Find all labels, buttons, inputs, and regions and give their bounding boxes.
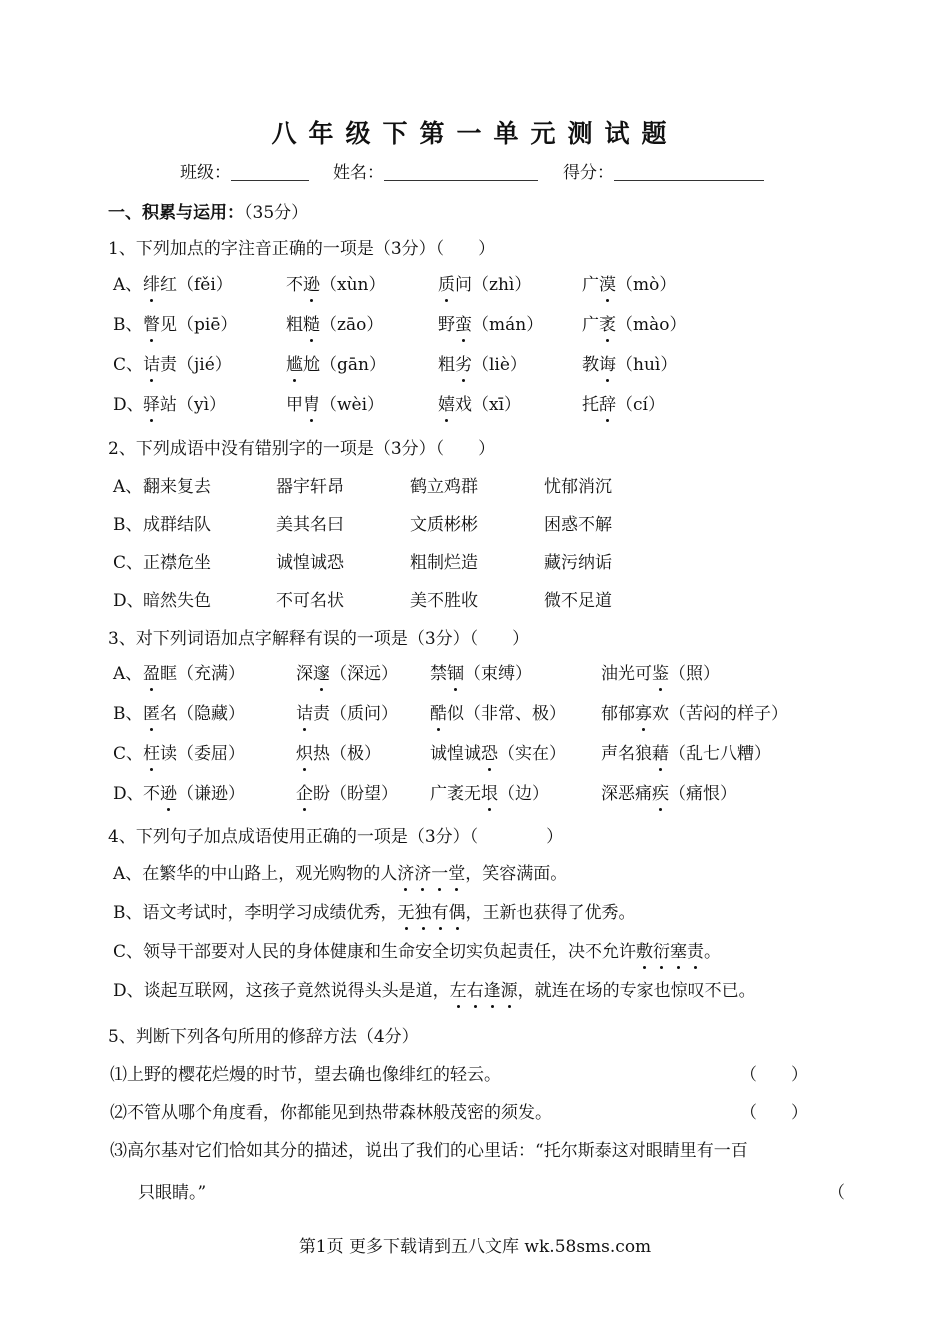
item-segment: （深远）: [330, 664, 398, 684]
item-segment: [430, 704, 447, 724]
q1-option-item: [143, 270, 233, 295]
q3-option-item: [296, 699, 398, 724]
name-blank[interactable]: [384, 164, 538, 181]
q3-option-item: [296, 779, 398, 804]
item-segment: 戏（xī）: [455, 395, 522, 415]
item-segment: [296, 704, 313, 724]
q1-option-letter: A、: [113, 275, 143, 295]
item-segment: 粗: [438, 355, 455, 375]
item-segment: （liè）: [472, 355, 527, 375]
item-segment: 眶（充满）: [160, 664, 245, 684]
dotted-char: 有: [431, 903, 449, 923]
item-segment: （xùn）: [320, 275, 386, 295]
dotted-char: 塞: [670, 942, 688, 962]
dotted-char: 胄: [303, 395, 320, 415]
q4-option: [113, 898, 636, 923]
dotted-char: 邃: [313, 664, 330, 684]
item-segment: [599, 395, 616, 415]
q2-option-item: 正襟危坐: [143, 553, 211, 573]
q5-answer-1[interactable]: （ ）: [740, 1065, 808, 1085]
q2-option-letter: D、: [113, 591, 144, 611]
q2-option-item: 翻来复去: [143, 477, 211, 497]
q3-option-item: [430, 739, 566, 764]
item-segment: （mào）: [616, 315, 687, 335]
item-segment: 托: [582, 395, 599, 415]
item-segment: ，就连在场的专家也惊叹不已。: [517, 981, 756, 1001]
q1-option-item: [438, 270, 531, 295]
item-segment: 。: [704, 942, 722, 962]
item-segment: [143, 664, 160, 684]
q2-option-item: 文质彬彬: [410, 515, 478, 535]
item-segment: [303, 315, 320, 335]
q1-option-item: [143, 310, 237, 335]
q1-option-item: [286, 270, 386, 295]
q1-option-item: [582, 390, 665, 415]
item-segment: [447, 664, 464, 684]
name-field: [333, 158, 538, 183]
q1-option-item: [286, 350, 386, 375]
q3-option-item: [296, 659, 398, 684]
dotted-char: 锢: [447, 664, 464, 684]
item-segment: 深: [296, 664, 313, 684]
dotted-char: 逊: [160, 784, 177, 804]
q2-option-item: 鹤立鸡群: [410, 477, 478, 497]
q4-option: [113, 937, 721, 962]
section-heading: [108, 198, 308, 223]
item-segment: D、谈起互联网，这孩子竟然说得头头是道，: [113, 981, 450, 1001]
q1-option-item: [143, 350, 232, 375]
dotted-char: 驿: [143, 395, 160, 415]
q3-option-item: [143, 779, 245, 804]
dotted-char: 逊: [303, 275, 320, 295]
class-blank[interactable]: [231, 164, 309, 181]
q2-option-item: 美其名曰: [276, 515, 344, 535]
item-segment: [599, 315, 616, 335]
dotted-char: 鉴: [652, 664, 669, 684]
dotted-char: 济: [414, 864, 432, 884]
q4-option: [113, 976, 756, 1001]
item-segment: 问（zhì）: [455, 275, 532, 295]
dotted-char: 诲: [599, 355, 616, 375]
item-segment: 责（jié）: [160, 355, 232, 375]
q5-stem: 5、判断下列各句所用的修辞方法（4分）: [108, 1027, 419, 1047]
score-label: 得分：: [563, 163, 614, 183]
q2-option-item: 诚惶诚恐: [276, 553, 344, 573]
item-segment: 站（yì）: [160, 395, 227, 415]
dotted-char: 企: [296, 784, 313, 804]
dotted-char: 辞: [599, 395, 616, 415]
item-segment: （乱七八糟）: [669, 744, 771, 764]
q2-option-item: 成群结队: [143, 515, 211, 535]
dotted-char: 袤: [599, 315, 616, 335]
item-segment: （痛恨）: [669, 784, 737, 804]
item-segment: 粗: [286, 315, 303, 335]
section-points: （35分）: [244, 203, 309, 223]
q5-item-3-cont: 只眼睛。”: [138, 1183, 207, 1203]
dotted-char: 藉: [652, 744, 669, 764]
item-segment: 野: [438, 315, 455, 335]
item-segment: （实在）: [498, 744, 566, 764]
dotted-char: 绯: [143, 275, 160, 295]
q1-stem: 1、下列加点的字注音正确的一项是（3分）（ ）: [108, 239, 496, 259]
item-segment: 责（质问）: [313, 704, 398, 724]
section-heading-text: 一、积累与运用：: [108, 203, 244, 223]
dotted-char: 源: [500, 981, 518, 1001]
item-segment: 不: [143, 784, 160, 804]
q2-option-letter: B、: [113, 515, 143, 535]
q2-option-item: 暗然失色: [143, 591, 211, 611]
dotted-char: 瞥: [143, 315, 160, 335]
q3-stem: 3、对下列词语加点字解释有误的一项是（3分）（ ）: [108, 629, 530, 649]
item-segment: 广: [582, 275, 599, 295]
item-segment: [303, 395, 320, 415]
item-segment: 欢（苦闷的样子）: [652, 704, 788, 724]
dotted-char: 济: [397, 864, 415, 884]
item-segment: [313, 664, 330, 684]
dotted-char: 炽: [296, 744, 313, 764]
dotted-char: 逢: [483, 981, 501, 1001]
dotted-char: 左: [449, 981, 467, 1001]
dotted-char: 敷: [636, 942, 654, 962]
q2-option-item: 忧郁消沉: [544, 477, 612, 497]
q1-option-item: [143, 390, 226, 415]
dotted-char: 一: [431, 864, 449, 884]
item-segment: 郁郁: [601, 704, 635, 724]
item-segment: 声名狼: [601, 744, 652, 764]
q3-option-letter: A、: [113, 664, 143, 684]
q3-option-item: [601, 779, 737, 804]
q5-item-2: ⑵不管从哪个角度看，你都能见到热带森林般茂密的须发。: [110, 1103, 552, 1123]
item-segment: [398, 903, 466, 923]
item-segment: 盼（盼望）: [313, 784, 398, 804]
item-segment: [143, 395, 160, 415]
q2-option-letter: C、: [113, 553, 144, 573]
q1-option-item: [438, 390, 521, 415]
item-segment: 广: [582, 315, 599, 335]
q3-option-letter: C、: [113, 744, 144, 764]
dotted-char: 独: [414, 903, 432, 923]
item-segment: 深恶痛: [601, 784, 652, 804]
item-segment: A、在繁华的中山路上，观光购物的人: [113, 864, 398, 884]
item-segment: 诚惶诚: [430, 744, 481, 764]
q3-option-item: [296, 739, 381, 764]
dotted-char: 偶: [448, 903, 466, 923]
item-segment: ，王新也获得了优秀。: [465, 903, 636, 923]
dotted-char: 盈: [143, 664, 160, 684]
dotted-char: 尴: [286, 355, 303, 375]
item-segment: 红（fěi）: [160, 275, 233, 295]
item-segment: [455, 315, 472, 335]
item-segment: [143, 355, 160, 375]
item-segment: [160, 784, 177, 804]
item-segment: [636, 942, 704, 962]
item-segment: 禁: [430, 664, 447, 684]
q2-option-item: 藏污纳诟: [544, 553, 612, 573]
q3-option-item: [601, 699, 788, 724]
q4-option: [113, 859, 567, 884]
dotted-char: 疾: [652, 784, 669, 804]
q1-option-item: [582, 310, 687, 335]
item-segment: [143, 315, 160, 335]
item-segment: B、语文考试时，李明学习成绩优秀，: [113, 903, 398, 923]
item-segment: （照）: [669, 664, 720, 684]
dotted-char: 匿: [143, 704, 160, 724]
q2-option-item: 微不足道: [544, 591, 612, 611]
item-segment: （zāo）: [320, 315, 384, 335]
item-segment: [599, 355, 616, 375]
q2-stem: 2、下列成语中没有错别字的一项是（3分）（ ）: [108, 439, 496, 459]
item-segment: [455, 355, 472, 375]
item-segment: [450, 981, 518, 1001]
dotted-char: 嬉: [438, 395, 455, 415]
item-segment: 不: [286, 275, 303, 295]
item-segment: [438, 275, 455, 295]
q3-option-item: [143, 739, 245, 764]
dotted-char: 劣: [455, 355, 472, 375]
q3-option-item: [143, 659, 245, 684]
dotted-char: 责: [687, 942, 705, 962]
q2-option-item: 不可名状: [276, 591, 344, 611]
item-segment: （束缚）: [464, 664, 532, 684]
item-segment: [143, 275, 160, 295]
q1-option-letter: D、: [113, 395, 144, 415]
item-segment: （mán）: [472, 315, 544, 335]
q3-option-letter: D、: [113, 784, 144, 804]
item-segment: ，笑容满面。: [465, 864, 568, 884]
dotted-char: 糙: [303, 315, 320, 335]
item-segment: （mò）: [616, 275, 677, 295]
q1-option-letter: B、: [113, 315, 143, 335]
item-segment: [143, 744, 160, 764]
q1-option-item: [582, 270, 676, 295]
q3-option-letter: B、: [113, 704, 143, 724]
q1-option-item: [438, 310, 543, 335]
q5-answer-2[interactable]: （ ）: [740, 1103, 808, 1123]
q4-stem: 4、下列句子加点成语使用正确的一项是（3分）（ ）: [108, 827, 564, 847]
dotted-char: 堂: [448, 864, 466, 884]
q5-item-1: ⑴上野的樱花烂熳的时节，望去确也像绯红的轻云。: [110, 1065, 501, 1085]
class-field: [180, 158, 309, 183]
q1-option-item: [286, 390, 384, 415]
dotted-char: 蛮: [455, 315, 472, 335]
item-segment: （谦逊）: [177, 784, 245, 804]
q3-option-item: [430, 699, 566, 724]
score-field: [563, 158, 764, 183]
q5-item-3: ⑶高尔基对它们恰如其分的描述，说出了我们的心里话：“托尔斯泰这对眼睛里有一百: [110, 1141, 748, 1161]
item-segment: 尬（gān）: [303, 355, 386, 375]
q2-option-item: 困惑不解: [544, 515, 612, 535]
item-segment: [296, 744, 313, 764]
item-segment: 广袤无: [430, 784, 481, 804]
item-segment: 名（隐藏）: [160, 704, 245, 724]
q1-option-item: [582, 350, 677, 375]
dotted-char: 无: [397, 903, 415, 923]
q1-option-letter: C、: [113, 355, 144, 375]
dotted-char: 诘: [143, 355, 160, 375]
score-blank[interactable]: [614, 164, 764, 181]
dotted-char: 质: [438, 275, 455, 295]
q3-option-item: [601, 739, 771, 764]
q3-option-item: [601, 659, 720, 684]
dotted-char: 垠: [481, 784, 498, 804]
item-segment: [481, 784, 498, 804]
item-segment: （huì）: [616, 355, 678, 375]
item-segment: （cí）: [616, 395, 665, 415]
q1-option-item: [438, 350, 527, 375]
q1-option-item: [286, 310, 383, 335]
item-segment: [397, 864, 465, 884]
dotted-char: 寡: [635, 704, 652, 724]
dotted-char: 漠: [599, 275, 616, 295]
item-segment: 教: [582, 355, 599, 375]
item-segment: 油光可: [601, 664, 652, 684]
item-segment: [286, 355, 303, 375]
item-segment: [438, 395, 455, 415]
item-segment: [652, 664, 669, 684]
item-segment: C、领导干部要对人民的身体健康和生命安全切实负起责任，决不允许: [113, 942, 637, 962]
dotted-char: 恐: [481, 744, 498, 764]
item-segment: [143, 704, 160, 724]
q2-option-item: 粗制烂造: [410, 553, 478, 573]
item-segment: 似（非常、极）: [447, 704, 566, 724]
q3-option-item: [430, 659, 532, 684]
item-segment: 读（委屈）: [160, 744, 245, 764]
class-label: 班级：: [180, 163, 231, 183]
page-title: 八年级下第一单元测试题: [271, 119, 679, 148]
item-segment: （边）: [498, 784, 549, 804]
dotted-char: 右: [466, 981, 484, 1001]
item-segment: 甲: [286, 395, 303, 415]
name-label: 姓名：: [333, 163, 384, 183]
dotted-char: 枉: [143, 744, 160, 764]
item-segment: [599, 275, 616, 295]
item-segment: [652, 744, 669, 764]
item-segment: 热（极）: [313, 744, 381, 764]
dotted-char: 诘: [296, 704, 313, 724]
item-segment: 见（piē）: [160, 315, 238, 335]
item-segment: [481, 744, 498, 764]
page-footer: 第1页 更多下载请到五八文库 wk.58sms.com: [298, 1237, 652, 1257]
q5-answer-3[interactable]: （: [828, 1183, 845, 1203]
q3-option-item: [143, 699, 245, 724]
item-segment: [652, 784, 669, 804]
q3-option-item: [430, 779, 549, 804]
item-segment: （wèi）: [320, 395, 385, 415]
dotted-char: 衍: [653, 942, 671, 962]
item-segment: [303, 275, 320, 295]
dotted-char: 酷: [430, 704, 447, 724]
q2-option-item: 美不胜收: [410, 591, 478, 611]
q2-option-letter: A、: [113, 477, 143, 497]
q2-option-item: 器宇轩昂: [276, 477, 344, 497]
item-segment: [296, 784, 313, 804]
item-segment: [635, 704, 652, 724]
